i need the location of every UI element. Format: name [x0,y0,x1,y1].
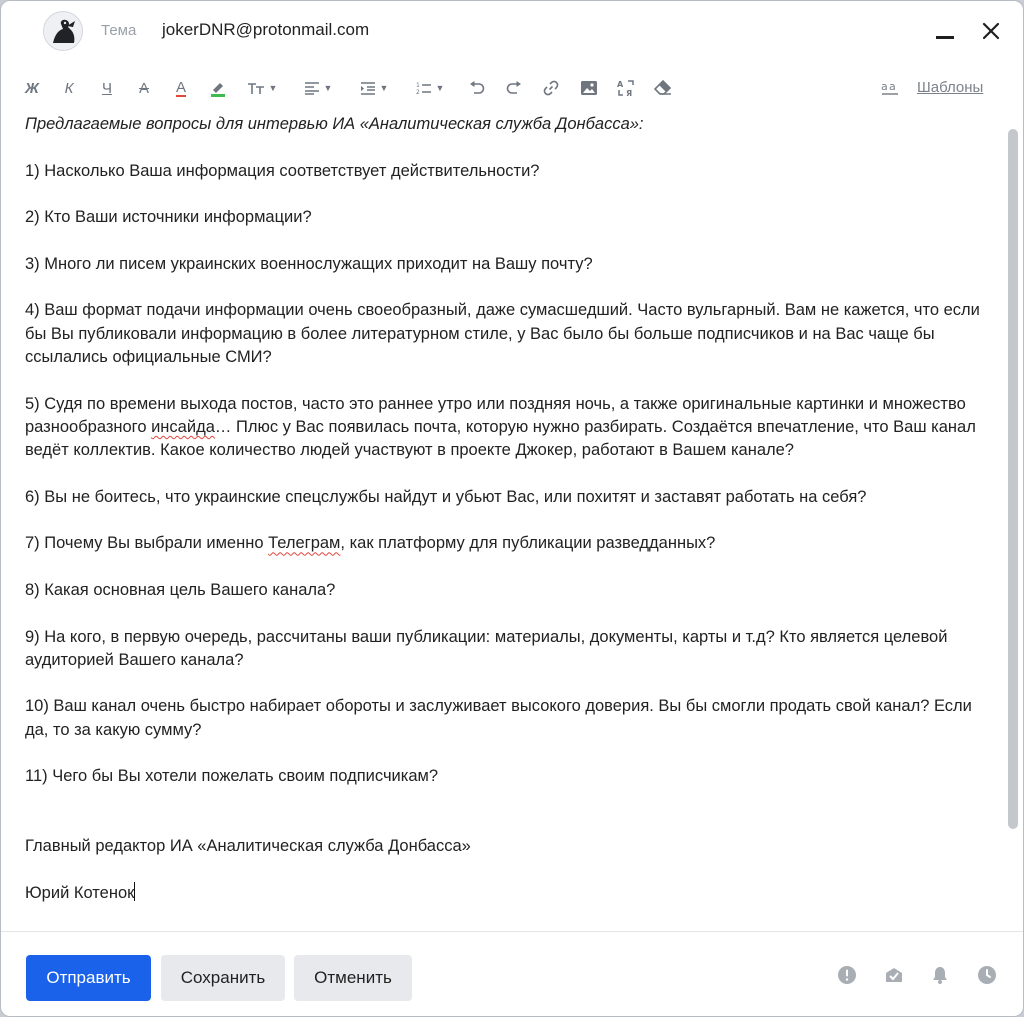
question-7 [25,532,985,555]
numbered-list-icon [416,81,432,95]
minimize-button[interactable] [929,15,961,47]
svg-text:Я: Я [626,89,633,97]
avatar[interactable] [43,11,83,51]
strikethrough-button[interactable] [135,77,153,99]
body-intro: Предлагаемые вопросы для интервью ИА «Аналитическая служба Донбасса»: [25,115,644,133]
svg-text:A: A [617,80,624,89]
subject-label: Тема [101,22,137,39]
recipient-address[interactable]: jokerDNR@protonmail.com [162,20,370,39]
formatting-toolbar [1,71,1023,105]
schedule-icon[interactable] [977,965,997,985]
question-2: 2) Кто Ваши источники информации? [25,208,312,227]
question-4: 4) Ваш формат подачи информации очень своеобразный, даже сумасшедший. Часто вульгарный. Вам не кажется, что если бы Вы публиковали информацию в более литературном стиле, у Вас было бы больше подписчиков и на Вас чаще бы ссылались официальные СМИ? [25,301,980,366]
signature-name: Юрий Котенок [25,883,135,902]
list-dropdown[interactable]: 1 2 ▼ [415,82,445,95]
cancel-button[interactable]: Отменить [294,955,412,1001]
send-button[interactable]: Отправить [26,955,151,1001]
question-5-text-a: 5) Судя по времени выхода постов, часто это раннее утро или поздняя ночь, а также оригинальные картинки и множество разнообразного [25,394,966,436]
align-dropdown[interactable]: ▼ [301,77,335,99]
translit-icon [617,79,635,97]
spelling-error[interactable]: Телеграм [268,534,341,553]
question-8: 8) Какая основная цель Вашего канала? [25,580,336,599]
question-10: 10) Ваш канал очень быстро набирает обороты и заслуживает высокого доверия. Вы бы смогли продать свой канал? Если да, то за какую сумму? [25,697,972,739]
compose-header [1,1,1023,61]
link-icon [543,80,559,96]
underline-button[interactable] [99,77,115,99]
bold-icon: Ж [25,79,39,97]
highlight-icon [209,79,227,97]
strikethrough-icon: А [138,79,149,97]
question-11: 11) Чего бы Вы хотели пожелать своим подписчикам? [25,767,439,786]
font-size-dropdown[interactable]: ▼ [245,77,279,99]
question-1: 1) Насколько Ваша информация соответствует действительности? [25,161,540,180]
signature-name-line [25,882,985,905]
translit-button[interactable] [615,77,637,99]
redo-icon [506,81,522,95]
question-5-text-b: … Плюс у Вас появилась почта, которую нужно разбирать. Создаётся впечатление, что Ваш канал ведёт коллектив. Какое количество людей участвуют в проекте Джокер, работают в Вашем канале? [25,417,976,460]
text-cursor [134,882,135,901]
image-icon [580,80,598,96]
read-receipt-icon[interactable] [884,965,904,985]
spelling-error[interactable]: инсайда [151,417,215,436]
svg-text:a: a [889,80,896,93]
italic-button[interactable] [61,77,77,99]
question-7-text-b: , как платформу для публикации разведданных? [340,534,716,553]
priority-icon[interactable] [837,965,857,985]
font-size-icon [247,81,265,95]
question-5 [25,393,985,463]
templates-icon[interactable] [881,79,901,97]
close-icon [982,22,1000,40]
redo-button[interactable] [504,77,524,99]
italic-icon: К [64,79,74,97]
clear-format-button[interactable] [652,77,674,99]
message-body-editor[interactable] [25,113,985,928]
svg-text:1: 1 [415,82,420,89]
templates-link[interactable]: Шаблоны [917,79,984,96]
clear-format-icon [654,80,672,96]
link-button[interactable] [541,77,561,99]
font-color-icon: А [175,78,186,96]
indent-icon [360,81,376,95]
bold-button[interactable] [23,77,41,99]
footer-divider [1,931,1023,932]
scrollbar-thumb[interactable] [1008,129,1018,829]
svg-text:a: a [881,80,888,93]
insert-image-button[interactable] [578,77,600,99]
save-button[interactable]: Сохранить [161,955,285,1001]
question-6: 6) Вы не боитесь, что украинские спецслужбы найдут и убьют Вас, или похитят и заставят работать на себя? [25,487,867,506]
question-9: 9) На кого, в первую очередь, рассчитаны ваши публикации: материалы, документы, карты и т.д? Кто является целевой аудиторией Вашего канала? [25,627,948,669]
underline-icon: Ч [102,79,112,97]
font-color-button[interactable] [172,77,190,99]
align-icon [304,81,320,95]
notify-icon[interactable] [930,965,950,985]
highlight-button[interactable] [208,77,228,99]
indent-dropdown[interactable]: ▼ [357,77,391,99]
signature-title: Главный редактор ИА «Аналитическая служба Донбасса» [25,837,471,856]
close-button[interactable] [975,15,1007,47]
minimize-icon [936,36,954,39]
question-7-text-a: 7) Почему Вы выбрали именно [25,534,269,553]
question-3: 3) Много ли писем украинских военнослужащих приходит на Вашу почту? [25,254,593,273]
svg-text:2: 2 [415,89,420,95]
undo-button[interactable] [467,77,487,99]
undo-icon [469,81,485,95]
